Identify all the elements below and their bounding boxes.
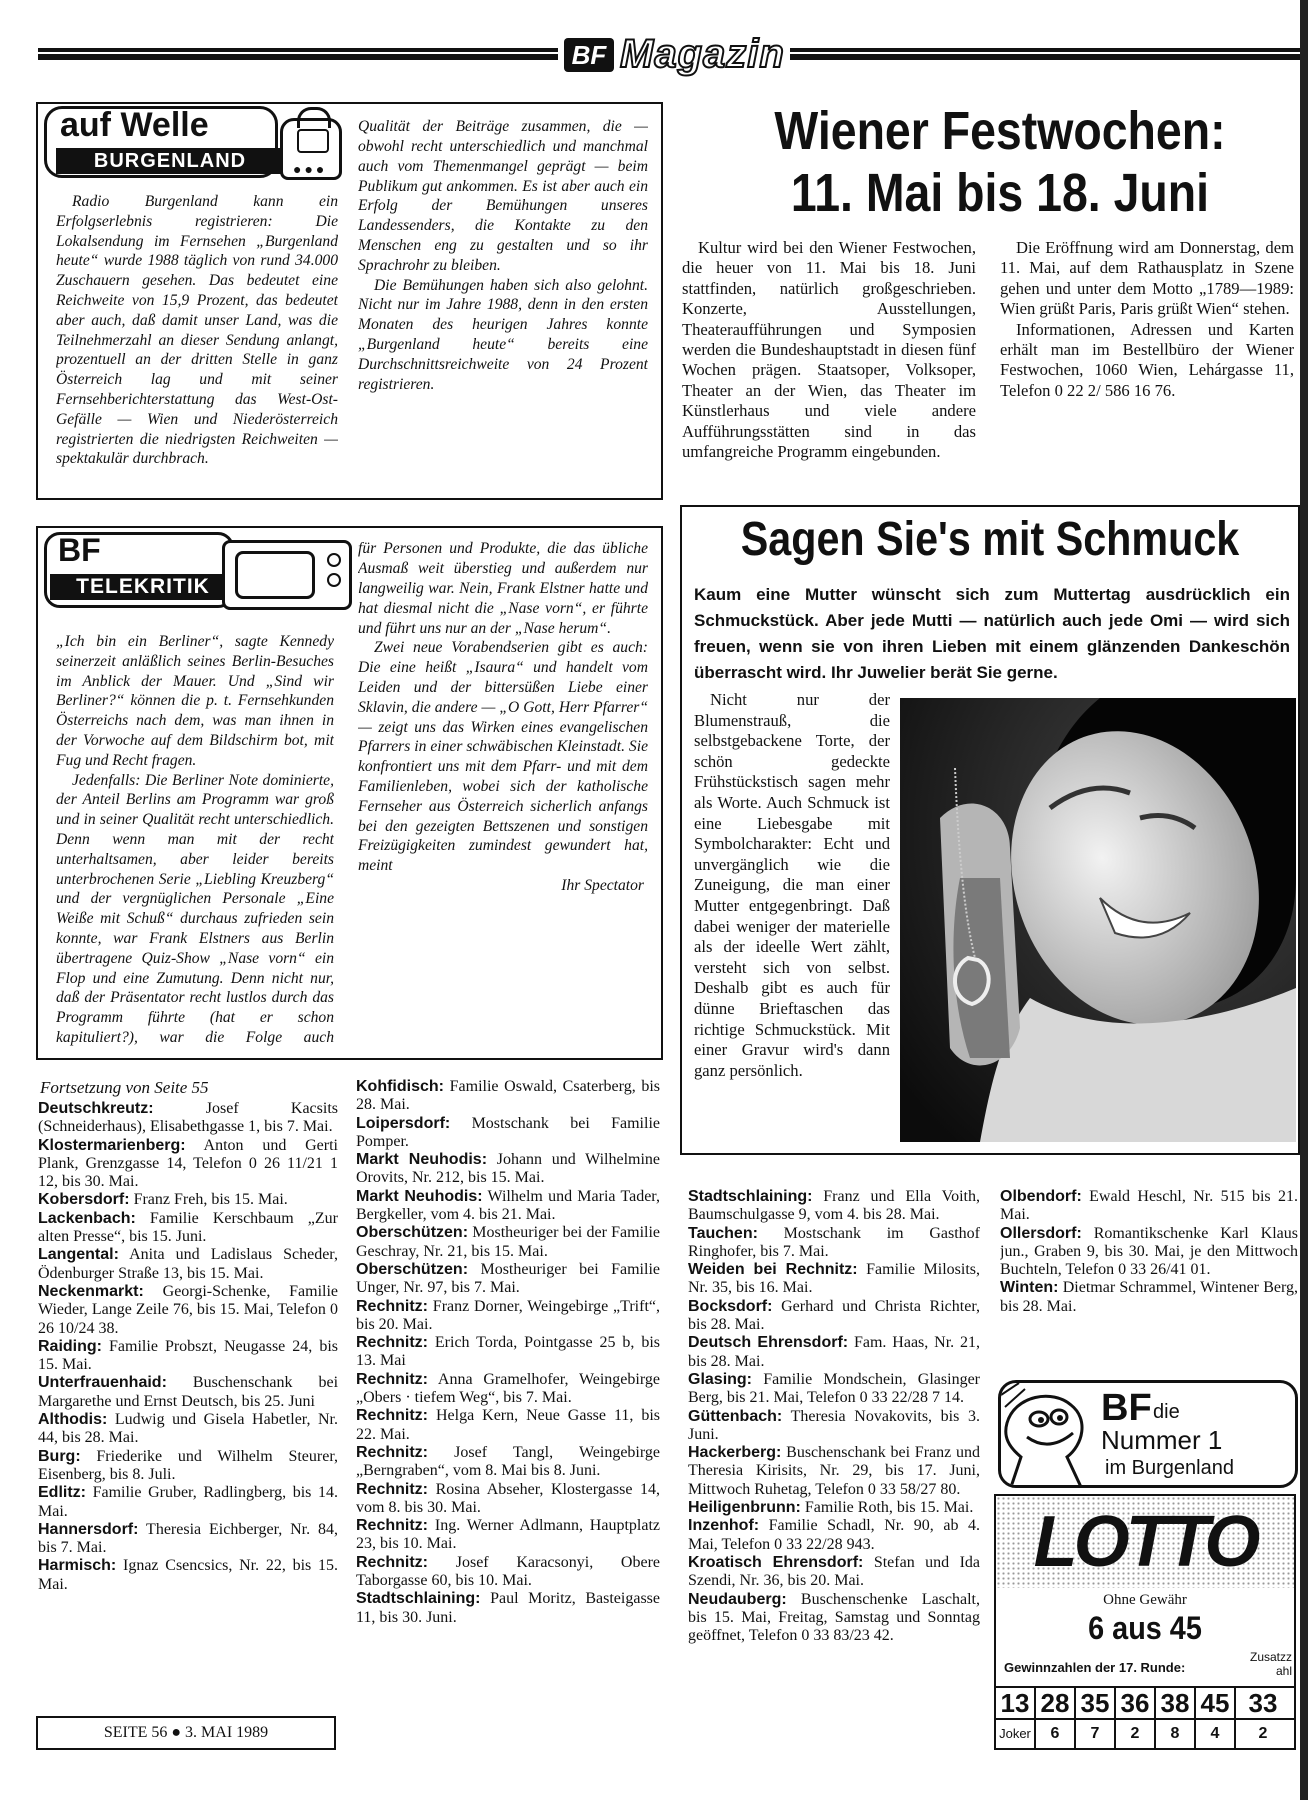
listing-place: Oberschützen: <box>356 1260 469 1278</box>
listing-entry <box>688 1499 980 1517</box>
listing-place: Markt Neuhodis: <box>356 1151 488 1169</box>
listing-entry <box>356 1115 660 1152</box>
listing-details: Georgi-Schenke, Familie Wieder, Lange Zeile 76, bis 15. Mai, Telefon 0 26 10/24 38. <box>38 1282 338 1337</box>
nummer1-line-1: die <box>1153 1401 1180 1423</box>
listing-details: Josef Kacsits (Schneiderhaus), Elisabethgasse 1, bis 7. Mai. <box>38 1100 338 1136</box>
listing-entry <box>688 1261 980 1298</box>
welle-logo <box>36 102 336 184</box>
festwochen-headline-line-1: Wiener Festwochen: <box>774 101 1226 161</box>
welle-region: BURGENLAND <box>56 148 284 174</box>
listing-entry <box>356 1444 660 1481</box>
lotto-joker-row <box>996 1720 1294 1748</box>
listing-place: Rechnitz: <box>356 1334 428 1352</box>
listing-details: Theresia Eichberger, Nr. 84, bis 7. Mai. <box>38 1520 338 1557</box>
listing-entry <box>38 1210 338 1247</box>
page-footer <box>36 1716 336 1750</box>
listing-place: Deutschkreutz: <box>38 1100 154 1117</box>
listing-entry <box>38 1100 338 1137</box>
listing-details: Paul Moritz, Basteigasse 11, bis 30. Juni. <box>356 1590 660 1626</box>
listing-entry <box>38 1283 338 1338</box>
listing-place: Edlitz: <box>38 1484 86 1502</box>
listing-entry <box>356 1517 660 1554</box>
lotto-joker-digit: 2 <box>1258 1725 1268 1742</box>
listings-column-4 <box>1000 1188 1298 1348</box>
listing-details: Rosina Abseher, Klostergasse 14, vom 8. bis 30. Mai. <box>356 1480 660 1516</box>
listing-entry <box>688 1444 980 1499</box>
lotto-zusatz-number: 33 <box>1248 1688 1278 1718</box>
listing-details: Mostheuriger bei Familie Unger, Nr. 97, bis 7. Mai. <box>356 1260 660 1297</box>
listings-column-2 <box>356 1078 660 1778</box>
listing-place: Winten: <box>1000 1279 1059 1297</box>
telekritik-col-1 <box>56 632 334 1050</box>
lotto-joker-digit: 6 <box>1036 1720 1076 1748</box>
listing-place: Rechnitz: <box>356 1480 428 1498</box>
listing-entry <box>356 1590 660 1627</box>
telekritik-bf: BF <box>58 532 101 568</box>
festwochen-paragraph-2: Die Eröffnung wird am Donnerstag, dem 11. Mai, auf dem Rathausplatz in Szene gehen und unter dem Motto „1789—1989: Wien grüßt Paris, Paris grüßt Wien“ stehen. <box>1000 238 1294 319</box>
listing-place: Heiligenbrunn: <box>688 1499 801 1517</box>
listing-place: Oberschützen: <box>356 1224 469 1242</box>
lotto-joker-digit: 4 <box>1196 1720 1236 1748</box>
listing-details: Familie Schadl, Nr. 90, ab 4. Mai, Telefon 0 33 22/28 943. <box>688 1517 980 1553</box>
listing-place: Langental: <box>38 1246 119 1264</box>
listing-place: Kroatisch Ehrensdorf: <box>688 1553 864 1571</box>
telekritik-paragraph-1: „Ich bin ein Berliner“, sagte Kennedy seinerzeit anläßlich seines Berlin-Besuches im Anblick der Mauer. Und „Sind wir Berliner?“ können die p. t. Fernsehkunden Österreichs nach dem, was man ihnen in der Vorwoche auf dem Bildschirm bot, mit Fug und Recht fragen. <box>56 633 334 769</box>
listing-details: Anna Gramelhofer, Weingebirge „Obers · tiefem Weg“, bis 7. Mai. <box>356 1370 660 1407</box>
lotto-numbers-row <box>996 1686 1294 1720</box>
listing-place: Raiding: <box>38 1337 102 1355</box>
radio-icon: ●●● <box>280 118 342 180</box>
listing-entry <box>38 1448 338 1485</box>
nummer1-bf: BF <box>1101 1387 1152 1429</box>
listing-entry <box>688 1188 980 1225</box>
listing-details: Ewald Heschl, Nr. 515 bis 21. Mai. <box>1000 1188 1298 1224</box>
listing-place: Ollersdorf: <box>1000 1224 1082 1242</box>
listings-column-3 <box>688 1188 980 1770</box>
listing-entry <box>38 1338 338 1375</box>
telekritik-paragraph-2: Jedenfalls: Die Berliner Note dominierte, der Anteil Berlins am Programm war groß und in seiner Qualität recht unterschiedlich. Denn wenn man mit der recht unterhaltsamen, aber leider bereits unterbrochenen Serie „Liebling Kreuzberg“ und der vergnüglichen Personale „Eine Weiße mit Schuß“ durchaus zufrieden sein konnte, war Frank Elstners aus Berlin übertragene Quiz-Show „Nase vorn“ ein Flop und eine Zumutung. Denn nicht nur, daß der Präsentator recht lustlos durch das Programm führte (hat er schon kapituliert?), war die Folge auch <box>56 771 334 1046</box>
welle-paragraph-3: Die Bemühungen haben sich also gelohnt. Nicht nur im Jahre 1988, denn in den ersten Monaten des heurigen Jahres konnte „Burgenland heute“ bereits eine Durchschnittsreichweite von 24 Prozent registrieren. <box>358 276 648 393</box>
schmuck-photo <box>900 698 1296 1142</box>
listing-entry <box>688 1298 980 1335</box>
woman-with-necklace-image <box>900 698 1296 1142</box>
listing-place: Rechnitz: <box>356 1517 428 1535</box>
listing-details: Buschenschank bei Franz und Theresia Kirisits, Nr. 29, bis 17. Juni, Mittwoch Ruhetag, Telefon 0 33 58/27 80. <box>688 1444 980 1498</box>
telekritik-title: TELEKRITIK <box>50 574 236 600</box>
welle-col-1 <box>56 192 338 488</box>
listing-details: Familie Milosits, Nr. 35, bis 16. Mai. <box>688 1261 980 1297</box>
cartoon-mascot-icon <box>1001 1383 1097 1487</box>
lotto-game: 6 aus 45 <box>1088 1610 1202 1646</box>
listing-entry <box>688 1225 980 1262</box>
listing-details: Johann und Wilhelmine Orovits, Nr. 212, bis 15. Mai. <box>356 1151 660 1187</box>
listing-details: Familie Roth, bis 15. Mai. <box>804 1499 974 1517</box>
lotto-joker-label: Joker <box>996 1720 1036 1748</box>
listing-place: Tauchen: <box>688 1224 758 1242</box>
listings-column-1 <box>38 1100 338 1678</box>
listing-entry <box>356 1371 660 1408</box>
lotto-logo-area <box>996 1496 1294 1588</box>
listing-place: Markt Neuhodis: <box>356 1187 483 1205</box>
lotto-zusatz-label: Zusatzzahl <box>1250 1650 1293 1678</box>
listing-entry <box>38 1246 338 1283</box>
schmuck-body: Nicht nur der Blumenstrauß, die selbstgebackene Torte, der schön gedeckte Frühstückstisch sagen mehr als Worte. Auch Schmuck ist eine Liebesgabe mit Symbolcharakter: Echt und unvergänglich wie die Zuneigung, die man einer Mutter entgegenbringt. Daß dabei weniger der materielle als der ideelle Wert zählt, versteht sich von selbst. Deshalb gibt es auch für dünne Brieftaschen das richtige Schmuckstück. Mit einer Gravur wird's dann ganz persönlich. <box>694 690 890 1080</box>
listing-details: Ing. Werner Adlmann, Hauptplatz 23, bis 10. Mai. <box>356 1517 660 1553</box>
telekritik-paragraph-2-continued <box>358 540 648 638</box>
listing-details: Familie Mondschein, Glasinger Berg, bis 21. Mai, Telefon 0 33 22/28 7 14. <box>688 1370 980 1407</box>
listing-details: Friederike und Wilhelm Steurer, Eisenberg, bis 8. Juli. <box>38 1447 338 1483</box>
masthead-logo <box>564 32 786 76</box>
nummer1-line-2: Nummer 1 <box>1101 1425 1223 1455</box>
listing-place: Neudauberg: <box>688 1590 787 1608</box>
welle-paragraph-2: Qualität der Beiträge zusammen, die — obwohl recht unterschiedlich und manchmal auch vom Themenmangel geprägt — beim Publikum gut ankommen. Es ist aber auch ein Erfolg der Bemühungen unseres Landessenders, die Kontakte zu den Menschen eng zu gestalten und so ihr Sprachrohr zu bleiben. <box>358 118 648 274</box>
festwochen-body <box>682 238 1294 470</box>
schmuck-body-column <box>694 690 890 1150</box>
welle-paragraph-1: Radio Burgenland kann ein Erfolgserlebnis registrieren: Die Lokalsendung im Fernsehen „Burgenland heute“ wurde 1988 täglich von rund 34.000 Zuschauern gesehen. Das bedeutet eine Reichweite von 15,9 Prozent, das bedeutet aber auch, daß damit unser Land, was die Teilnehmerzahl an dieser Sendung anlangt, prozentuell an der dritten Stelle in ganz Österreich lag und mit seiner Fernsehberichterstattung das West-Ost-Gefälle — Wien und Niederösterreich registrierten die niedrigsten Reichweiten — spektakulär durchbrach. <box>56 193 338 468</box>
listing-details: Mostschank im Gasthof Ringhofer, bis 7. Mai. <box>688 1224 980 1260</box>
listing-place: Hackerberg: <box>688 1444 782 1462</box>
listing-entry <box>688 1517 980 1554</box>
listing-details: Ludwig und Gisela Habetler, Nr. 44, bis 28. Mai. <box>38 1411 338 1447</box>
listing-details: Familie Oswald, Csaterberg, bis 28. Mai. <box>356 1078 660 1114</box>
listing-details: Josef Tangl, Weingebirge „Berngraben“, vom 8. Mai bis 8. Juni. <box>356 1443 660 1480</box>
listing-details: Anton und Gerti Plank, Grenzgasse 14, Telefon 0 26 11/21 1 12, bis 30. Mai. <box>38 1136 338 1191</box>
listing-place: Weiden bei Rechnitz: <box>688 1261 858 1279</box>
lotto-draw-label: Gewinnzahlen der 17. Runde: <box>1004 1660 1186 1675</box>
listing-place: Stadtschlaining: <box>688 1188 813 1205</box>
listing-details: Buschenschank bei Margarethe und Ernst Deutsch, bis 25. Juni <box>38 1374 338 1410</box>
listing-entry <box>688 1371 980 1408</box>
listing-entry <box>38 1137 338 1192</box>
listing-details: Theresia Novakovits, bis 3. Juni. <box>688 1407 980 1443</box>
listing-place: Inzenhof: <box>688 1517 760 1535</box>
listing-entry <box>356 1298 660 1335</box>
listing-entry <box>38 1411 338 1448</box>
listing-place: Rechnitz: <box>356 1297 428 1315</box>
listing-place: Olbendorf: <box>1000 1188 1082 1205</box>
listing-details: Anita und Ladislaus Scheder, Ödenburger Straße 13, bis 15. Mai. <box>38 1246 338 1282</box>
listing-entry <box>356 1078 660 1115</box>
listing-place: Kohfidisch: <box>356 1078 444 1095</box>
listing-entry <box>356 1261 660 1298</box>
masthead-title: Magazin <box>620 32 785 76</box>
listing-place: Burg: <box>38 1447 81 1465</box>
listing-place: Klostermarienberg: <box>38 1136 186 1154</box>
telekritik-col-2 <box>358 540 648 1050</box>
listing-entry <box>38 1557 338 1594</box>
listing-place: Lackenbach: <box>38 1209 136 1227</box>
listing-details: Franz und Ella Voith, Baumschulgasse 9, vom 4. bis 28. Mai. <box>688 1188 980 1224</box>
listing-details: Stefan und Ida Szendi, Nr. 36, bis 20. Mai. <box>688 1553 980 1590</box>
lotto-number: 36 <box>1116 1688 1156 1718</box>
welle-col-2 <box>358 116 648 492</box>
lotto-box <box>994 1494 1296 1750</box>
listing-entry <box>356 1188 660 1225</box>
nummer1-line-3: im Burgenland <box>1105 1457 1234 1479</box>
listing-place: Althodis: <box>38 1411 108 1429</box>
nummer1-ad <box>998 1380 1298 1488</box>
listing-details: Josef Karacsonyi, Obere Taborgasse 60, bis 10. Mai. <box>356 1553 660 1590</box>
footer-page-label: SEITE 56 ● 3. MAI 1989 <box>103 1724 269 1741</box>
listing-entry <box>356 1334 660 1371</box>
masthead-rule-left <box>38 48 558 60</box>
listing-details: Erich Torda, Pointgasse 25 b, bis 13. Mai <box>356 1334 660 1370</box>
telekritik-paragraph-3: Zwei neue Vorabendserien gibt es auch: Die eine heißt „Isaura“ und handelt vom Leiden und der bittersüßen Liebe einer Sklavin, die andere — „O Gott, Herr Pfarrer“ — zeigt uns das Wirken eines evangelischen Pfarrers in einer schwäbischen Kleinstadt. Sie konfrontiert uns mit dem Pfarr- und mit dem Familienleben, wobei sich der katholische Fernseher aus Österreich sicherlich anfangs bei den gezeigten Bettszenen und sonstigen Freizügigkeiten zumindest gewundert hat, meint <box>358 639 648 875</box>
listing-details: Fam. Haas, Nr. 21, bis 28. Mai. <box>688 1334 980 1370</box>
masthead-rule-right <box>790 48 1308 60</box>
listing-place: Loipersdorf: <box>356 1114 451 1132</box>
listing-entry <box>1000 1279 1298 1316</box>
tv-icon <box>222 540 352 610</box>
listing-entry <box>688 1554 980 1591</box>
lotto-logo: LOTTO <box>1033 1502 1257 1582</box>
listing-place: Neckenmarkt: <box>38 1282 144 1300</box>
listing-entry <box>688 1591 980 1646</box>
listing-entry <box>356 1554 660 1591</box>
welle-title: auf Welle <box>60 106 209 144</box>
listing-place: Glasing: <box>688 1370 753 1388</box>
listing-entry <box>356 1481 660 1518</box>
lotto-joker-digit: 8 <box>1156 1720 1196 1748</box>
lotto-joker-digit: 7 <box>1076 1720 1116 1748</box>
listing-details: Franz Dorner, Weingebirge „Trift“, bis 20. Mai. <box>356 1297 660 1333</box>
listing-entry <box>1000 1225 1298 1280</box>
listing-place: Rechnitz: <box>356 1370 428 1388</box>
listing-place: Rechnitz: <box>356 1407 428 1425</box>
lotto-joker-digit: 2 <box>1116 1720 1156 1748</box>
listing-entry <box>688 1408 980 1445</box>
listing-place: Stadtschlaining: <box>356 1590 481 1608</box>
listing-place: Rechnitz: <box>356 1443 428 1461</box>
lotto-number: 38 <box>1156 1688 1196 1718</box>
listing-details: Wilhelm und Maria Tader, Bergkeller, vom 4. bis 21. Mai. <box>356 1187 660 1224</box>
listing-details: Familie Gruber, Radlingberg, bis 14. Mai. <box>38 1484 338 1520</box>
lotto-number: 35 <box>1076 1688 1116 1718</box>
listing-details: Mostheuriger bei der Familie Geschray, Nr. 21, bis 15. Mai. <box>356 1224 660 1260</box>
listing-place: Harmisch: <box>38 1557 117 1575</box>
listing-entry <box>38 1374 338 1411</box>
lotto-number: 28 <box>1036 1688 1076 1718</box>
festwochen-headline-line-2: 11. Mai bis 18. Juni <box>790 163 1210 223</box>
schmuck-headline: Sagen Sie's mit Schmuck <box>740 513 1240 566</box>
telekritik-para-2-tail: für Personen und Produkte, die das übliche Ausmaß weit überstieg und außerdem nur langweilig war. Nein, Frank Elstner hatte und hat diesmal nicht die „Nase vorn“, er führte und führt uns nur an der „Nase herum“. <box>358 540 648 637</box>
listing-details: Buschenschenke Laschalt, bis 15. Mai, Freitag, Samstag und Sonntag geöffnet, Telefon 0 33 83/23 42. <box>688 1590 980 1645</box>
telekritik-signature: Ihr Spectator <box>561 876 644 894</box>
listing-place: Deutsch Ehrensdorf: <box>688 1334 849 1352</box>
listing-details: Romantikschenke Karl Klaus jun., Graben 9, bis 30. Mai, je den Mittwoch Buchteln, Telefon 0 33 26/41 01. <box>1000 1224 1298 1279</box>
festwochen-headline <box>742 100 1258 224</box>
listing-place: Unterfrauenhaid: <box>38 1374 167 1392</box>
listing-place: Güttenbach: <box>688 1407 783 1425</box>
listing-details: Familie Kerschbaum „Zur alten Presse“, bis 15. Juni. <box>38 1209 338 1246</box>
listings-intro: Fortsetzung von Seite 55 <box>40 1078 209 1097</box>
listing-entry <box>38 1521 338 1558</box>
listing-details: Gerhard und Christa Richter, bis 28. Mai. <box>688 1297 980 1334</box>
listing-details: Dietmar Schrammel, Wintener Berg, bis 28. Mai. <box>1000 1279 1298 1315</box>
masthead-bf: BF <box>564 38 614 72</box>
page-edge <box>1300 0 1308 1800</box>
listing-entry <box>38 1484 338 1521</box>
listing-details: Mostschank bei Familie Pomper. <box>356 1114 660 1150</box>
festwochen-paragraph-3: Informationen, Adressen und Karten erhält man im Bestellbüro der Wiener Festwochen, 1060 Wien, Lehárgasse 11, Telefon 0 22 2/ 586 16 76. <box>1000 319 1294 400</box>
listing-details: Ignaz Csencsics, Nr. 22, bis 15. Mai. <box>38 1557 338 1593</box>
listing-entry <box>1000 1188 1298 1225</box>
lotto-number: 13 <box>996 1688 1036 1718</box>
lotto-disclaimer: Ohne Gewähr <box>1103 1592 1187 1608</box>
telekritik-logo <box>36 526 356 616</box>
listing-entry <box>688 1334 980 1371</box>
listing-place: Kobersdorf: <box>38 1191 130 1209</box>
listing-entry <box>356 1407 660 1444</box>
listing-details: Helga Kern, Neue Gasse 11, bis 22. Mai. <box>356 1407 660 1443</box>
festwochen-paragraph-1: Kultur wird bei den Wiener Festwochen, die heuer von 11. Mai bis 18. Juni stattfinden, natürlich großgeschrieben. Konzerte, Ausstellungen, Theateraufführungen und Symposien werden die Bundeshauptstadt in diesen fünf Wochen prägen. Staatsoper, Volksoper, Theater an der Wien, das Theater im Künstlerhaus und viele andere Aufführungsstätten sind in das umfangreiche Programm eingebunden. <box>682 238 976 462</box>
listing-details: Franz Freh, bis 15. Mai. <box>133 1191 288 1209</box>
listing-entry <box>356 1151 660 1188</box>
schmuck-lead: Kaum eine Mutter wünscht sich zum Muttertag ausdrücklich ein Schmuckstück. Aber jede Mutti — natürlich auch jede Omi — wird sich freuen, wenn sie von ihren Lieben mit einem glänzenden Dankeschön überrascht wird. Ihr Juwelier berät Sie gerne. <box>694 585 1290 682</box>
listing-place: Rechnitz: <box>356 1553 428 1571</box>
listing-place: Hannersdorf: <box>38 1520 139 1538</box>
lotto-number: 45 <box>1196 1688 1236 1718</box>
listing-entry <box>38 1191 338 1209</box>
listing-entry <box>356 1224 660 1261</box>
listing-place: Bocksdorf: <box>688 1297 773 1315</box>
listing-details: Familie Probszt, Neugasse 24, bis 15. Mai. <box>38 1337 338 1374</box>
